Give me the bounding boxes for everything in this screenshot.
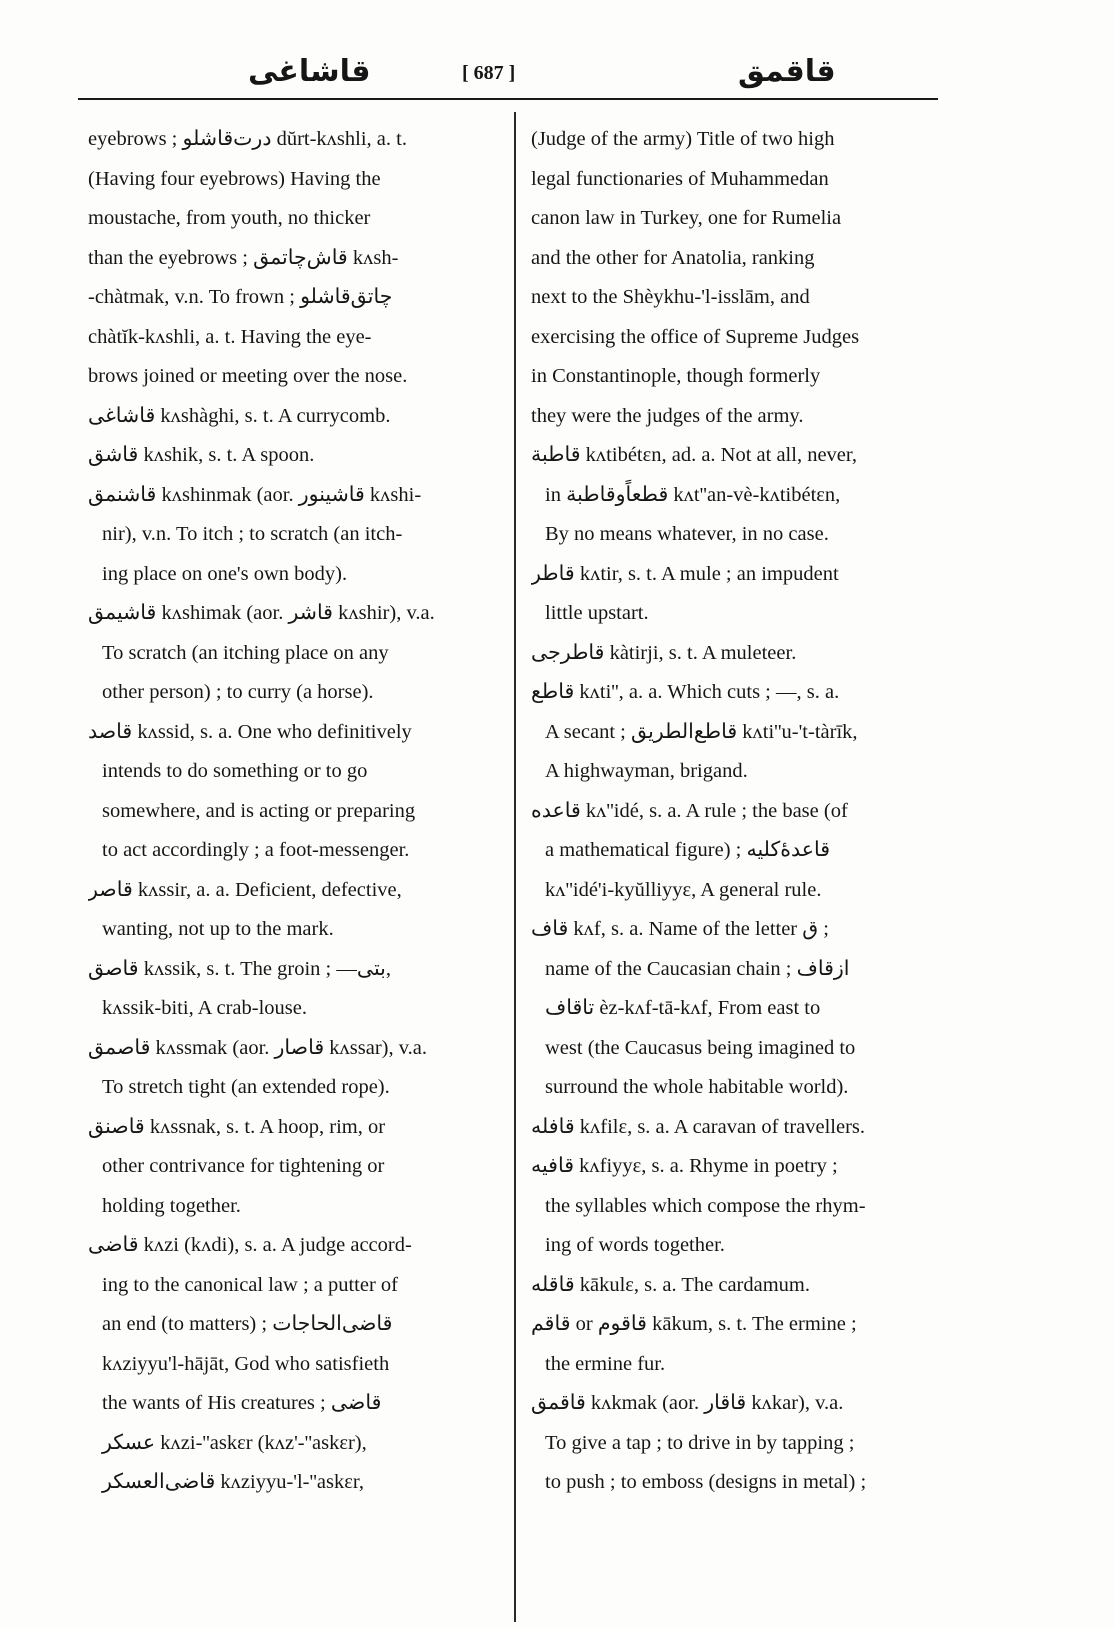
text-line: kʌ''idé'i-kyŭlliyyɛ, A general rule. <box>545 878 822 901</box>
page-header <box>78 52 938 98</box>
text-line: than the eyebrows ; قاش‌چاتمق kʌsh- <box>88 246 399 269</box>
text-line: قاطر kʌtir, s. t. A mule ; an impudent <box>531 562 839 585</box>
text-line: قاصمق kʌssmak (aor. قاصار kʌssar), v.a. <box>88 1036 427 1059</box>
text-line: To scratch (an itching place on any <box>102 641 389 664</box>
text-line: (Having four eyebrows) Having the <box>88 167 381 190</box>
text-line: west (the Caucasus being imagined to <box>545 1036 856 1059</box>
text-line: قاضی kʌzi (kʌdi), s. a. A judge accord- <box>88 1234 412 1256</box>
text-line: next to the Shèykhu-'l-isslām, and <box>531 286 810 308</box>
text-line: nir), v.n. To itch ; to scratch (an itch- <box>102 523 403 545</box>
text-line: A highwayman, brigand. <box>545 760 748 782</box>
text-line: the syllables which compose the rhym- <box>545 1194 866 1217</box>
column-divider <box>514 112 516 1622</box>
text-line: قاضی‌العسکر kʌziyyu-'l-''askɛr, <box>102 1471 364 1493</box>
text-line: ing of words together. <box>545 1234 725 1256</box>
text-line: in قطعاً‌وقاطبة kʌt''an-vè-kʌtibétɛn, <box>545 483 841 506</box>
text-line: قاعده kʌ''idé, s. a. A rule ; the base (of <box>531 799 848 822</box>
text-line: holding together. <box>102 1194 241 1217</box>
text-line: to push ; to emboss (designs in metal) ; <box>545 1471 867 1493</box>
text-line: the ermine fur. <box>545 1352 666 1375</box>
text-line: exercising the office of Supreme Judges <box>531 325 860 348</box>
text-line: surround the whole habitable world). <box>545 1076 849 1098</box>
text-line: little upstart. <box>545 602 649 624</box>
text-line: قاصر kʌssir, a. a. Deficient, defective, <box>88 878 402 901</box>
text-line: قاصد kʌssid, s. a. One who definitively <box>88 720 412 743</box>
text-line: عسکر kʌzi-''askɛr (kʌz'-''askɛr), <box>102 1431 367 1454</box>
text-line: قاقم or قاقوم kākum, s. t. The ermine ; <box>531 1313 857 1335</box>
text-line: قاشاغی kʌshàghi, s. t. A currycomb. <box>88 404 391 427</box>
text-line: To give a tap ; to drive in by tapping ; <box>545 1431 855 1454</box>
text-line: moustache, from youth, no thicker <box>88 207 371 229</box>
text-line: brows joined or meeting over the nose. <box>88 365 408 387</box>
text-line: name of the Caucasian chain ; ازقاف <box>545 957 850 980</box>
text-line: legal functionaries of Muhammedan <box>531 167 829 190</box>
text-line: other person) ; to curry (a horse). <box>102 681 374 703</box>
text-line: intends to do something or to go <box>102 760 368 782</box>
right-running-headword: قاقمق <box>738 54 836 89</box>
text-line: eyebrows ; درت‌قاشلو dŭrt-kʌshli, a. t. <box>88 128 407 150</box>
text-line: قاصق kʌssik, s. t. The groin ; —بتی, <box>88 957 391 980</box>
page-number: [ 687 ] <box>462 62 516 84</box>
left-running-headword: قاشاغی <box>248 54 371 89</box>
text-line: kʌssik-biti, A crab-louse. <box>102 997 307 1019</box>
header-rule <box>78 98 938 100</box>
text-line: قافیه kʌfiyyɛ, s. a. Rhyme in poetry ; <box>531 1155 838 1177</box>
right-column <box>531 120 931 1503</box>
text-line: قاطع kʌti'', a. a. Which cuts ; —, s. a. <box>531 681 840 703</box>
text-line: chàtĭk-kʌshli, a. t. Having the eye- <box>88 325 372 348</box>
text-line: the wants of His creatures ; قاضی <box>102 1392 382 1414</box>
text-line: قاقله kākulɛ, s. a. The cardamum. <box>531 1273 810 1296</box>
text-line: they were the judges of the army. <box>531 404 804 427</box>
text-line: To stretch tight (an extended rope). <box>102 1076 390 1098</box>
text-line: a mathematical figure) ; قاعدهٔ‌کلیه <box>545 839 831 861</box>
text-line: قاطبة kʌtibétɛn, ad. a. Not at all, never, <box>531 444 858 466</box>
text-line: قاصنق kʌssnak, s. t. A hoop, rim, or <box>88 1115 386 1138</box>
text-line: canon law in Turkey, one for Rumelia <box>531 207 842 229</box>
text-line: ing to the canonical law ; a putter of <box>102 1273 399 1296</box>
text-line: ing place on one's own body). <box>102 562 348 585</box>
text-line: قاشق kʌshik, s. t. A spoon. <box>88 444 315 466</box>
text-line: قاطرجی kàtirji, s. t. A muleteer. <box>531 641 797 664</box>
text-line: قاشنمق kʌshinmak (aor. قاشینور kʌshi- <box>88 483 422 506</box>
left-column <box>88 120 488 1503</box>
text-line: and the other for Anatolia, ranking <box>531 246 815 269</box>
text-line: -chàtmak, v.n. To frown ; چاتق‌قاشلو <box>88 286 393 308</box>
text-line: قافله kʌfilɛ, s. a. A caravan of travellers. <box>531 1115 866 1138</box>
text-line: (Judge of the army) Title of two high <box>531 128 835 150</box>
text-line: قاشیمق kʌshimak (aor. قاشر kʌshir), v.a. <box>88 602 435 624</box>
text-line: somewhere, and is acting or preparing <box>102 799 416 822</box>
text-line: other contrivance for tightening or <box>102 1155 385 1177</box>
text-line: A secant ; قاطع‌الطریق kʌti''u-'t-tàrīk, <box>545 720 858 743</box>
text-line: By no means whatever, in no case. <box>545 523 829 545</box>
text-line: to act accordingly ; a foot-messenger. <box>102 839 410 861</box>
text-line: wanting, not up to the mark. <box>102 918 334 940</box>
text-line: قاقمق kʌkmak (aor. قاقار kʌkar), v.a. <box>531 1392 844 1414</box>
text-line: an end (to matters) ; قاضی‌الحاجات <box>102 1313 393 1335</box>
text-line: in Constantinople, though formerly <box>531 365 821 387</box>
text-line: تاقاف èz-kʌf-tā-kʌf, From east to <box>545 997 821 1019</box>
text-line: قاف kʌf, s. a. Name of the letter ق ; <box>531 918 829 940</box>
text-line: kʌziyyu'l-hājāt, God who satisfieth <box>102 1352 390 1375</box>
